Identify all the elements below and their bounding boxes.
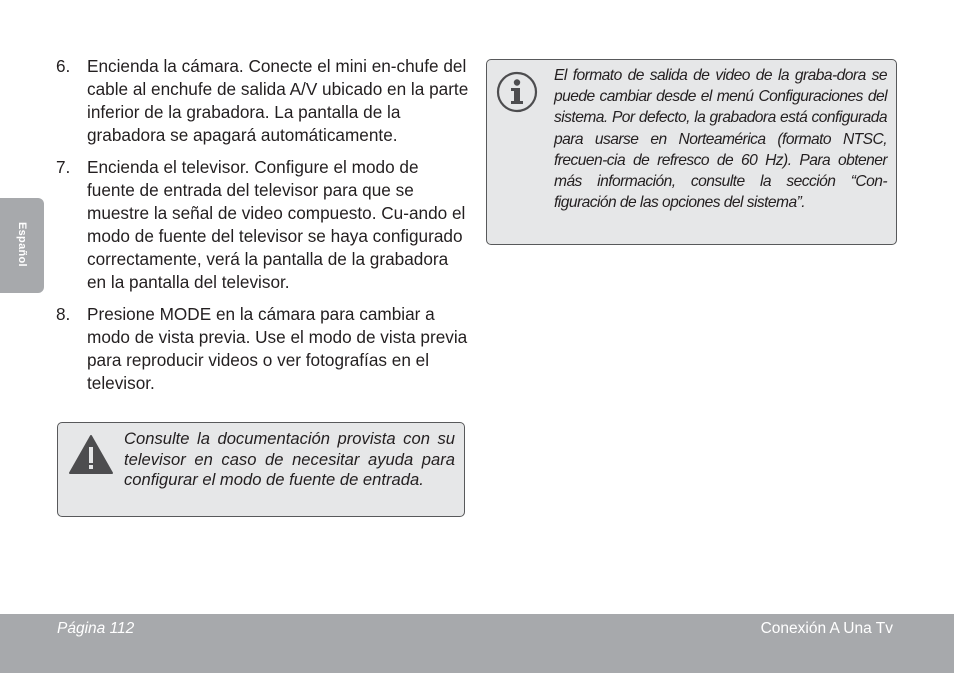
warning-triangle-icon [68, 433, 114, 475]
step-item [56, 303, 470, 395]
step-text: Presione MODE en la cámara para cambiar a modo de vista previa. Use el modo de vista previa para reproducir videos o ver fotografías en el televisor. [87, 304, 468, 393]
language-tab-label: Español [16, 222, 28, 267]
info-note [486, 59, 897, 245]
step-item [56, 55, 470, 147]
step-text: Encienda la cámara. Conecte el mini en-chufe del cable al enchufe de salida A/V ubicado en la parte inferior de la grabadora. La pantalla de la grabadora se apagará automáticamente. [87, 56, 469, 145]
page-footer [0, 614, 954, 673]
warning-note [57, 422, 465, 517]
info-note-text: El formato de salida de video de la graba-dora se puede cambiar desde el menú Configuraciones del sistema. Por defecto, la grabadora está configurada para usarse en Norteamérica (formato NTSC, frecuen-cia de refresco de 60 Hz). Para obtener más información, consulte la sección “Con-figuración de las opciones del sistema”. [554, 67, 887, 212]
step-text: Encienda el televisor. Configure el modo de fuente de entrada del televisor para que se muestre la señal de video compuesto. Cu-ando el modo de fuente del televisor se haya configurado correctamente, verá la pantalla de la grabadora en la pantalla del televisor. [87, 157, 466, 292]
step-number: 8. [56, 304, 71, 324]
warning-note-text: Consulte la documentación provista con su televisor en caso de necesitar ayuda para configurar el modo de fuente de entrada. [124, 429, 455, 490]
step-number: 6. [56, 56, 71, 76]
step-number: 7. [56, 157, 71, 177]
page-number: Página 112 [57, 620, 135, 637]
language-tab [0, 198, 44, 293]
info-icon [495, 70, 539, 114]
step-item [56, 156, 470, 294]
instruction-steps [56, 55, 470, 404]
section-title: Conexión A Una Tv [760, 620, 893, 637]
